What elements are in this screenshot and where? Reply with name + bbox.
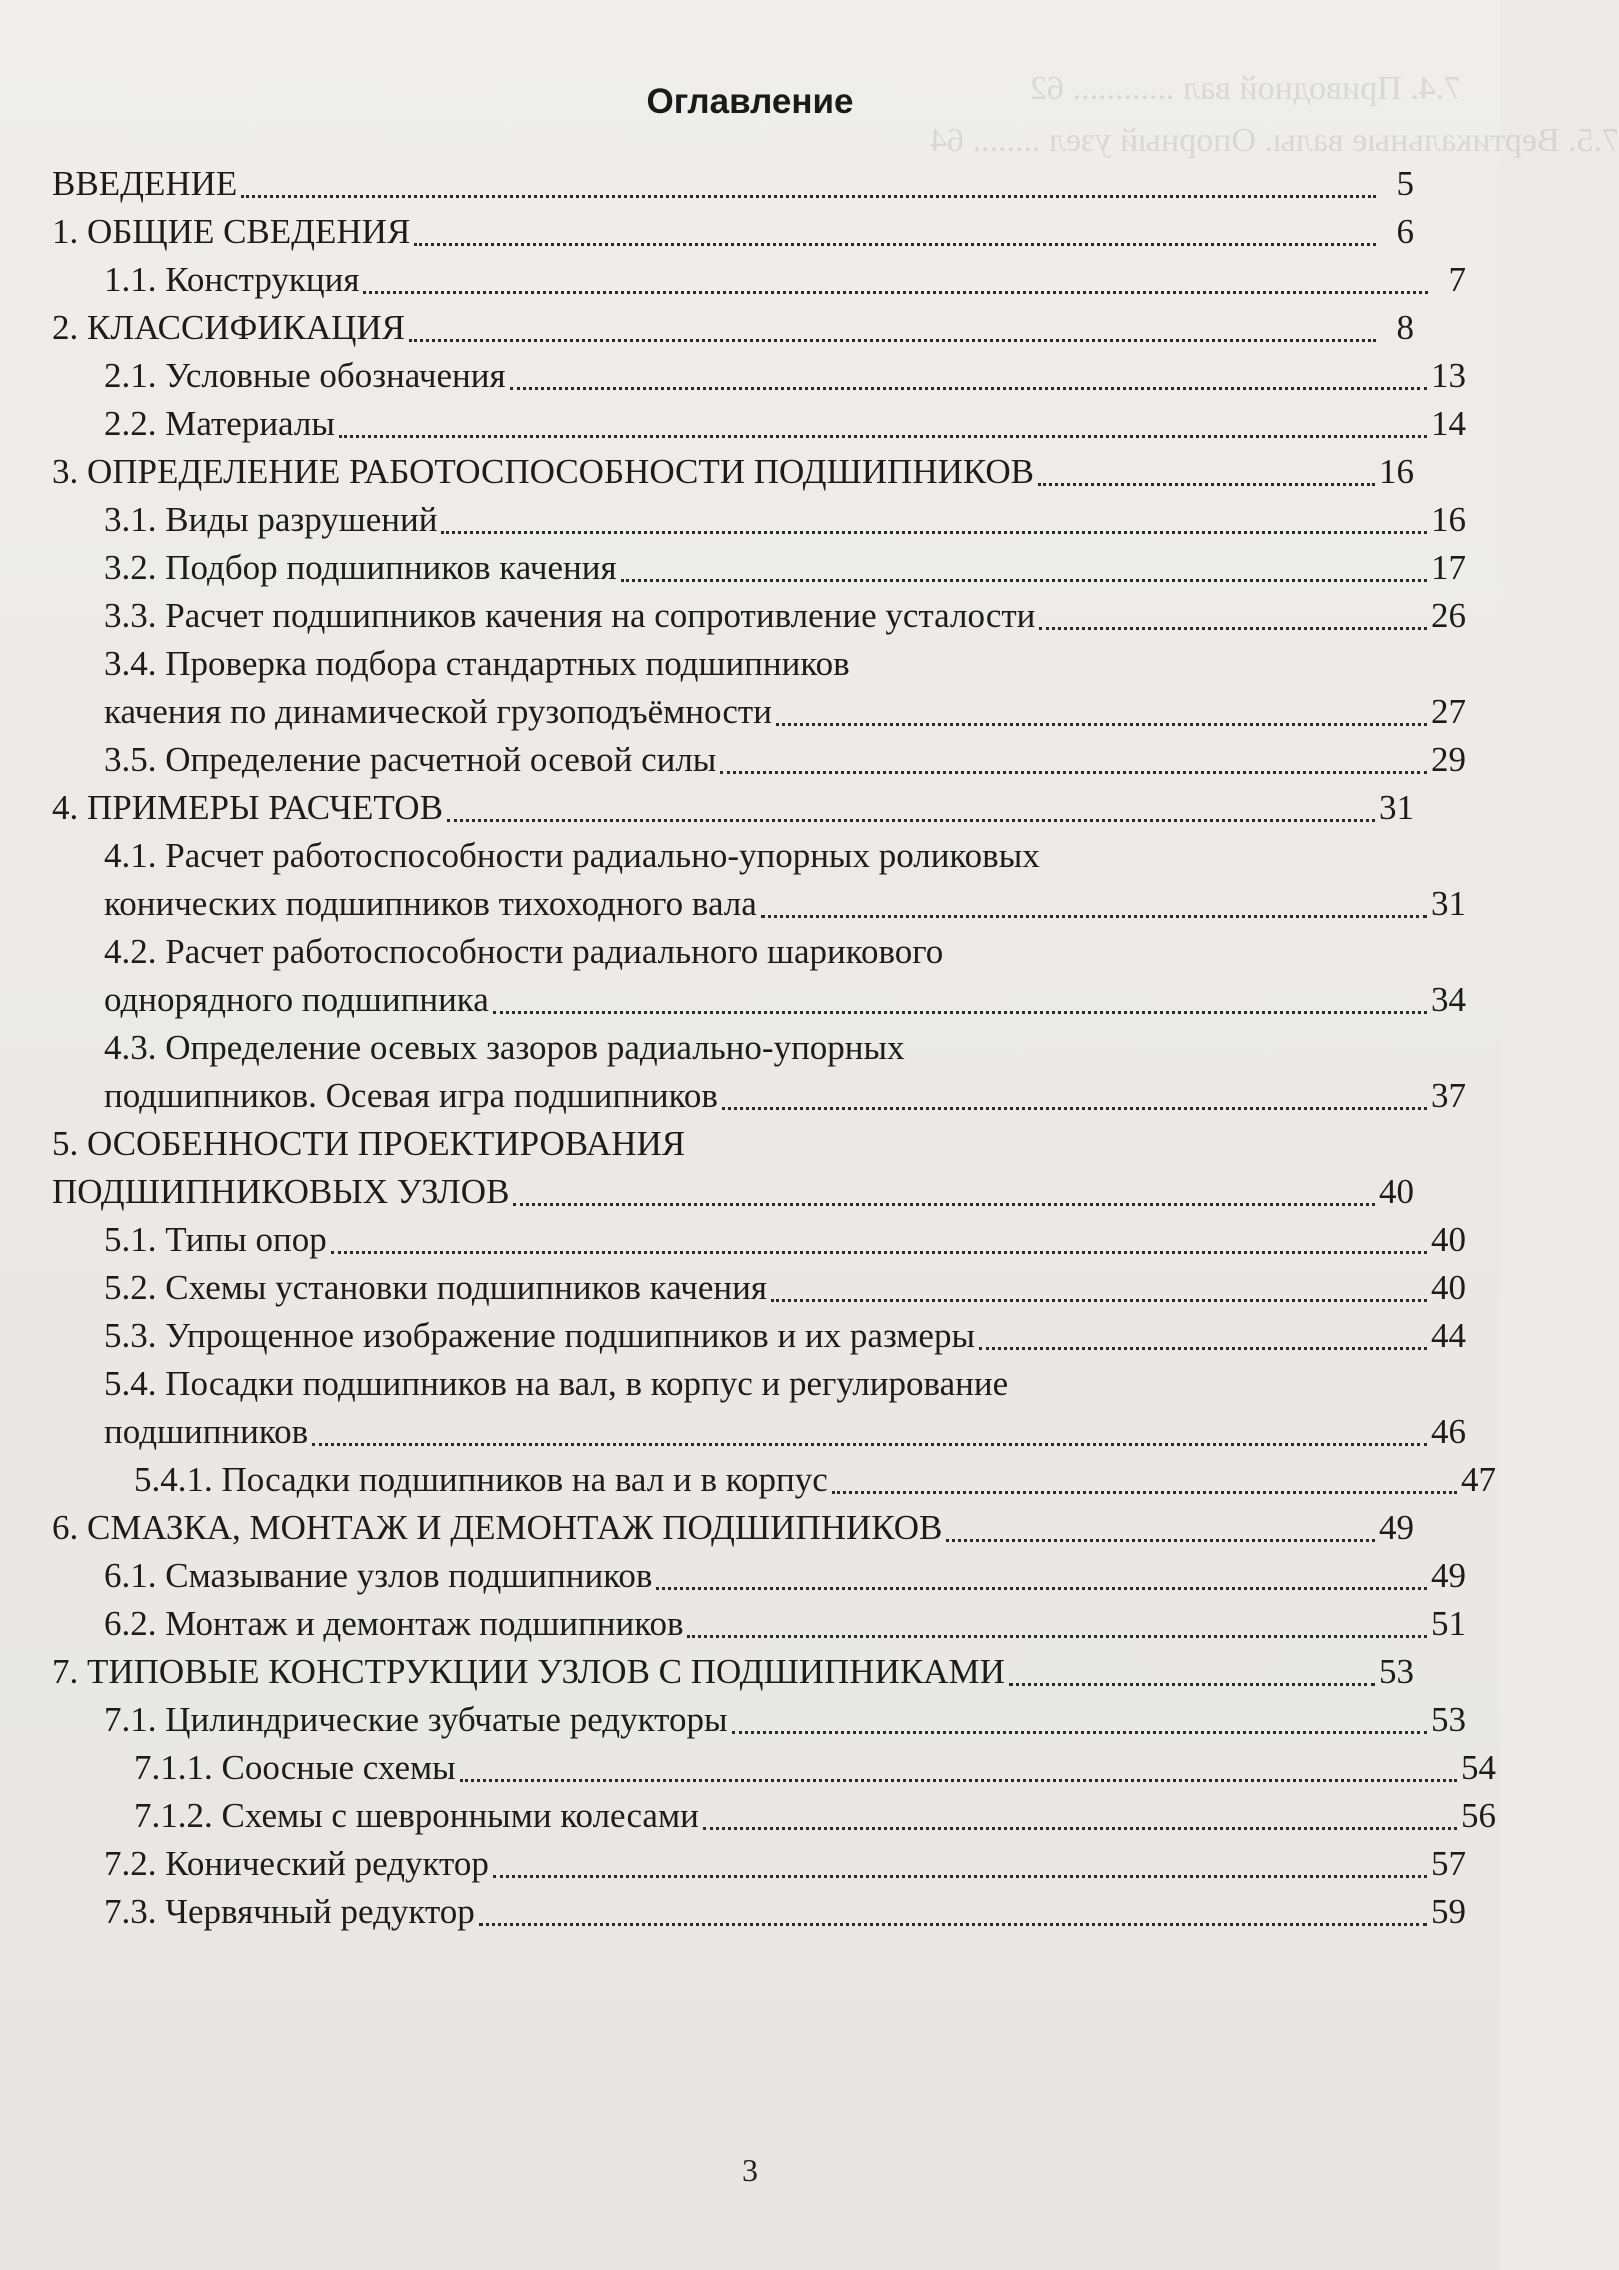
toc-entry-page: 40: [1431, 1220, 1466, 1259]
dot-leader: [621, 579, 1427, 582]
toc-entry-row: [52, 1312, 1466, 1360]
toc-entry-label: 3. ОПРЕДЕЛЕНИЕ РАБОТОСПОСОБНОСТИ ПОДШИПНИКОВ: [52, 452, 1034, 491]
toc-entry-label: ПОДШИПНИКОВЫХ УЗЛОВ: [52, 1172, 510, 1211]
toc-entry-page: 27: [1431, 692, 1466, 731]
dot-leader: [776, 723, 1427, 726]
toc-entry-row: [52, 688, 1466, 736]
toc-entry-page: 8: [1396, 308, 1414, 347]
dot-leader: [732, 1731, 1428, 1734]
toc-entry-row: [52, 544, 1466, 592]
toc-entry-row: [52, 976, 1466, 1024]
toc-entry-row: [52, 448, 1414, 496]
toc-entry-page: 37: [1431, 1076, 1466, 1115]
dot-leader: [761, 915, 1427, 918]
dot-leader: [1009, 1683, 1375, 1686]
toc-entry-row: [52, 1696, 1466, 1744]
dot-leader: [493, 1875, 1427, 1878]
toc-entry-row: [52, 1360, 1466, 1408]
toc-entry-page: 14: [1431, 404, 1466, 443]
toc-entry-label: конических подшипников тихоходного вала: [104, 884, 757, 923]
toc-entry-page: 51: [1431, 1604, 1466, 1643]
toc-entry-row: [52, 1840, 1466, 1888]
toc-entry-page: 13: [1431, 356, 1466, 395]
table-of-contents: [52, 160, 1496, 1936]
toc-entry-page: 56: [1461, 1796, 1496, 1835]
toc-entry-row: [52, 1744, 1496, 1792]
toc-entry-page: 34: [1431, 980, 1466, 1019]
dot-leader: [441, 531, 1427, 534]
toc-entry-page: 44: [1431, 1316, 1466, 1355]
toc-entry-label: 5. ОСОБЕННОСТИ ПРОЕКТИРОВАНИЯ: [52, 1124, 686, 1163]
toc-entry-row: [52, 1072, 1466, 1120]
toc-entry-row: [52, 352, 1466, 400]
toc-entry-row: [52, 1264, 1466, 1312]
dot-leader: [241, 195, 1376, 198]
toc-entry-label: 2.1. Условные обозначения: [104, 356, 506, 395]
toc-entry-label: 7. ТИПОВЫЕ КОНСТРУКЦИИ УЗЛОВ С ПОДШИПНИКАМИ: [52, 1652, 1005, 1691]
dot-leader: [510, 387, 1427, 390]
toc-entry-row: [52, 1552, 1466, 1600]
page-number: 3: [742, 2152, 758, 2188]
dot-leader: [946, 1539, 1375, 1542]
toc-entry-label: подшипников. Осевая игра подшипников: [104, 1076, 718, 1115]
toc-entry-row: [52, 1168, 1414, 1216]
dot-leader: [513, 1203, 1375, 1206]
dot-leader: [331, 1251, 1427, 1254]
dot-leader: [656, 1587, 1427, 1590]
toc-entry-row: [52, 784, 1414, 832]
toc-entry-page: 54: [1461, 1748, 1496, 1787]
toc-entry-row: [52, 592, 1466, 640]
dot-leader: [339, 435, 1427, 438]
dot-leader: [460, 1779, 1457, 1782]
toc-entry-label: 6.1. Смазывание узлов подшипников: [104, 1556, 653, 1595]
toc-entry-row: [52, 1504, 1414, 1552]
toc-entry-label: 2.2. Материалы: [104, 404, 335, 443]
toc-entry-page: 31: [1431, 884, 1466, 923]
toc-entry-label: 7.1. Цилиндрические зубчатые редукторы: [104, 1700, 728, 1739]
dot-leader: [447, 819, 1375, 822]
toc-entry-row: [52, 1216, 1466, 1264]
toc-entry-label: 7.1.1. Соосные схемы: [134, 1748, 456, 1787]
toc-entry-row: [52, 160, 1414, 208]
bleed-through-text: 7.4. Приводной вал ............ 62: [1030, 70, 1462, 107]
toc-entry-page: 16: [1431, 500, 1466, 539]
dot-leader: [720, 771, 1427, 774]
toc-entry-page: 49: [1431, 1556, 1466, 1595]
toc-entry-page: 59: [1431, 1892, 1466, 1931]
toc-entry-row: [52, 1120, 1414, 1168]
toc-entry-page: 26: [1431, 596, 1466, 635]
toc-entry-label: 5.1. Типы опор: [104, 1220, 327, 1259]
dot-leader: [1038, 483, 1375, 486]
toc-entry-row: [52, 256, 1466, 304]
toc-entry-label: 5.4. Посадки подшипников на вал, в корпус и регулирование: [104, 1364, 1009, 1403]
toc-entry-label: 3.2. Подбор подшипников качения: [104, 548, 617, 587]
toc-entry-page: 6: [1396, 212, 1414, 251]
toc-entry-row: [52, 496, 1466, 544]
dot-leader: [409, 339, 1376, 342]
toc-entry-label: 2. КЛАССИФИКАЦИЯ: [52, 308, 406, 347]
toc-entry-label: 6.2. Монтаж и демонтаж подшипников: [104, 1604, 684, 1643]
dot-leader: [722, 1107, 1427, 1110]
toc-entry-page: 53: [1379, 1652, 1414, 1691]
toc-entry-row: [52, 400, 1466, 448]
toc-entry-row: [52, 736, 1466, 784]
toc-entry-page: 7: [1448, 260, 1466, 299]
toc-entry-label: 4.1. Расчет работоспособности радиально-упорных роликовых: [104, 836, 1040, 875]
dot-leader: [687, 1635, 1427, 1638]
toc-entry-label: 3.3. Расчет подшипников качения на сопротивление усталости: [104, 596, 1036, 635]
toc-entry-label: 3.5. Определение расчетной осевой силы: [104, 740, 717, 779]
toc-entry-page: 46: [1431, 1412, 1466, 1451]
dot-leader: [479, 1923, 1427, 1926]
toc-entry-page: 53: [1431, 1700, 1466, 1739]
dot-leader: [1039, 627, 1427, 630]
toc-entry-label: 5.3. Упрощенное изображение подшипников и их размеры: [104, 1316, 975, 1355]
toc-entry-label: 1.1. Конструкция: [104, 260, 360, 299]
toc-entry-label: 7.2. Конический редуктор: [104, 1844, 489, 1883]
toc-entry-label: 7.1.2. Схемы с шевронными колесами: [134, 1796, 699, 1835]
toc-entry-label: 4.2. Расчет работоспособности радиального шарикового: [104, 932, 944, 971]
toc-entry-row: [52, 880, 1466, 928]
toc-entry-label: 5.4.1. Посадки подшипников на вал и в корпус: [134, 1460, 828, 1499]
toc-entry-page: 40: [1431, 1268, 1466, 1307]
toc-entry-page: 5: [1396, 164, 1414, 203]
toc-entry-label: однорядного подшипника: [104, 980, 489, 1019]
toc-entry-row: [52, 208, 1414, 256]
toc-entry-label: подшипников: [104, 1412, 309, 1451]
dot-leader: [832, 1491, 1457, 1494]
toc-entry-page: 31: [1379, 788, 1414, 827]
toc-entry-row: [52, 1456, 1496, 1504]
toc-entry-label: ВВЕДЕНИЕ: [52, 164, 238, 203]
toc-entry-label: 4. ПРИМЕРЫ РАСЧЕТОВ: [52, 788, 443, 827]
toc-entry-row: [52, 1600, 1466, 1648]
toc-entry-page: 47: [1461, 1460, 1496, 1499]
toc-entry-page: 17: [1431, 548, 1466, 587]
dot-leader: [414, 243, 1376, 246]
dot-leader: [771, 1299, 1427, 1302]
toc-entry-label: 6. СМАЗКА, МОНТАЖ И ДЕМОНТАЖ ПОДШИПНИКОВ: [52, 1508, 943, 1547]
toc-entry-label: 5.2. Схемы установки подшипников качения: [104, 1268, 767, 1307]
toc-entry-row: [52, 1792, 1496, 1840]
dot-leader: [493, 1011, 1427, 1014]
toc-entry-row: [52, 1888, 1466, 1936]
toc-entry-page: 16: [1379, 452, 1414, 491]
dot-leader: [979, 1347, 1427, 1350]
toc-entry-label: 4.3. Определение осевых зазоров радиально-упорных: [104, 1028, 905, 1067]
toc-entry-row: [52, 928, 1466, 976]
toc-entry-row: [52, 832, 1466, 880]
toc-entry-page: 57: [1431, 1844, 1466, 1883]
toc-entry-label: качения по динамической грузоподъёмности: [104, 692, 772, 731]
toc-entry-row: [52, 1408, 1466, 1456]
toc-entry-page: 40: [1379, 1172, 1414, 1211]
bleed-through-text: 7.5. Вертикальные валы. Опорный узел ........ 64: [930, 122, 1619, 159]
dot-leader: [363, 291, 1428, 294]
page-title: Оглавление: [646, 82, 854, 121]
dot-leader: [703, 1827, 1457, 1830]
toc-entry-label: 3.4. Проверка подбора стандартных подшипников: [104, 644, 850, 683]
toc-entry-label: 1. ОБЩИЕ СВЕДЕНИЯ: [52, 212, 411, 251]
toc-entry-label: 3.1. Виды разрушений: [104, 500, 438, 539]
toc-entry-page: 29: [1431, 740, 1466, 779]
toc-entry-row: [52, 640, 1466, 688]
dot-leader: [312, 1443, 1427, 1446]
toc-entry-label: 7.3. Червячный редуктор: [104, 1892, 475, 1931]
toc-entry-row: [52, 1648, 1414, 1696]
toc-entry-row: [52, 1024, 1466, 1072]
toc-entry-page: 49: [1379, 1508, 1414, 1547]
toc-entry-row: [52, 304, 1414, 352]
